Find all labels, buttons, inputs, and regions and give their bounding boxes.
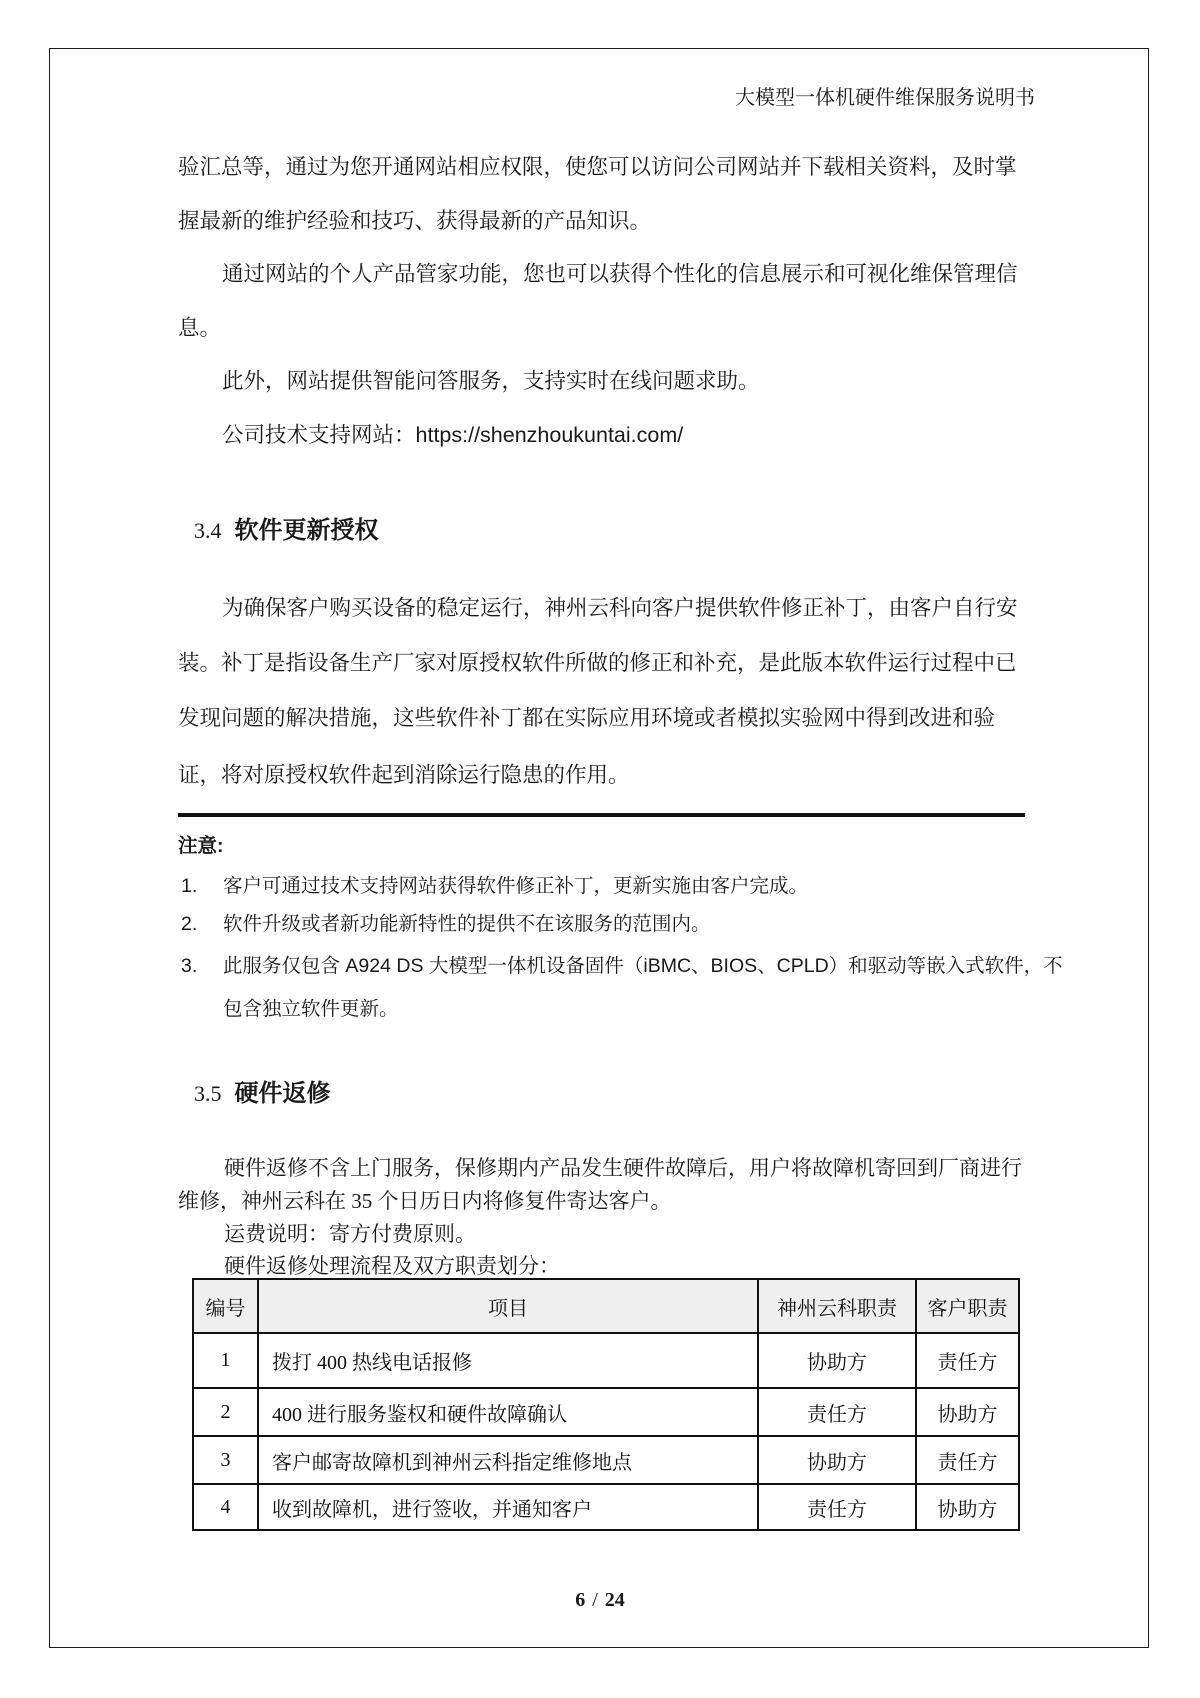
table-cell-vendor-role: 责任方 [758,1388,916,1436]
table-cell-customer-role: 协助方 [916,1484,1019,1530]
table-cell-customer-role: 协助方 [916,1388,1019,1436]
paragraph-line: 装。补丁是指设备生产厂家对原授权软件所做的修正和补充，是此版本软件运行过程中已 [178,651,1017,675]
note-item-continuation: 包含独立软件更新。 [223,998,399,1020]
table-cell-item: 400 进行服务鉴权和硬件故障确认 [258,1388,758,1436]
paragraph-line: 发现问题的解决措施，这些软件补丁都在实际应用环境或者模拟实验网中得到改进和验 [178,706,996,730]
table-row [193,1484,1019,1530]
table-cell-no: 2 [193,1388,258,1436]
note-item [181,912,711,937]
table-header-row [193,1279,1019,1333]
table-header-cell: 编号 [193,1279,258,1333]
section-number: 3.4 [194,518,222,543]
paragraph-line: 维修，神州云科在 35 个日历日内将修复件寄达客户。 [178,1189,672,1213]
paragraph-line: 硬件返修处理流程及双方职责划分： [224,1254,560,1278]
paragraph-line: 通过网站的个人产品管家功能，您也可以获得个性化的信息展示和可视化维保管理信 [222,262,1018,286]
table-cell-item: 客户邮寄故障机到神州云科指定维修地点 [258,1436,758,1484]
section-3-4-heading [194,518,379,544]
repair-responsibility-table [192,1278,1020,1531]
page-number [0,1588,1200,1612]
note-item [181,954,1063,979]
support-website-link[interactable]: https://shenzhoukuntai.com/ [415,423,684,447]
support-website-line [222,422,683,449]
table-cell-item: 拨打 400 热线电话报修 [258,1333,758,1388]
table-cell-no: 4 [193,1484,258,1530]
paragraph-line: 运费说明：寄方付费原则。 [224,1222,476,1246]
note-item-number: 1. [181,875,198,897]
table-header-cell: 神州云科职责 [758,1279,916,1333]
paragraph-line: 验汇总等，通过为您开通网站相应权限，使您可以访问公司网站并下载相关资料，及时掌 [178,155,1017,179]
note-item-text: 客户可通过技术支持网站获得软件修正补丁，更新实施由客户完成。 [223,875,809,897]
note-label: 注意: [178,835,224,857]
table-cell-no: 1 [193,1333,258,1388]
current-page: 6 [575,1589,586,1611]
table-cell-no: 3 [193,1436,258,1484]
paragraph-line: 握最新的维护经验和技巧、获得最新的产品知识。 [178,209,652,233]
note-item-number: 2. [181,913,198,935]
running-header-title: 大模型一体机硬件维保服务说明书 [735,87,1035,109]
table-cell-customer-role: 责任方 [916,1333,1019,1388]
paragraph-line: 息。 [178,316,222,340]
total-pages: 24 [604,1589,625,1611]
table-cell-vendor-role: 协助方 [758,1333,916,1388]
table-row [193,1388,1019,1436]
section-title: 硬件返修 [234,1080,331,1107]
section-title: 软件更新授权 [234,517,379,544]
note-item [181,874,808,899]
paragraph-line: 硬件返修不含上门服务，保修期内产品发生硬件故障后，用户将故障机寄回到厂商进行 [224,1156,1022,1180]
note-item-number: 3. [181,955,198,977]
section-3-5-heading [194,1081,331,1107]
note-item-text: 此服务仅包含 A924 DS 大模型一体机设备固件（iBMC、BIOS、CPLD）和驱动等嵌入式软件，不 [223,955,1063,977]
table-row [193,1436,1019,1484]
support-website-label: 公司技术支持网站： [222,423,416,447]
paragraph-line: 证，将对原授权软件起到消除运行隐患的作用。 [178,763,630,787]
section-number: 3.5 [194,1081,222,1106]
table-cell-customer-role: 责任方 [916,1436,1019,1484]
page-number-separator: / [592,1589,598,1611]
table-cell-vendor-role: 协助方 [758,1436,916,1484]
paragraph-line: 此外，网站提供智能问答服务，支持实时在线问题求助。 [222,369,760,393]
note-divider-rule [178,813,1025,817]
note-item-text: 软件升级或者新功能新特性的提供不在该服务的范围内。 [223,913,711,935]
table-cell-vendor-role: 责任方 [758,1484,916,1530]
table-row [193,1333,1019,1388]
table-header-cell: 客户职责 [916,1279,1019,1333]
paragraph-line: 为确保客户购买设备的稳定运行，神州云科向客户提供软件修正补丁，由客户自行安 [222,596,1018,620]
table-cell-item: 收到故障机，进行签收，并通知客户 [258,1484,758,1530]
table-header-cell: 项目 [258,1279,758,1333]
